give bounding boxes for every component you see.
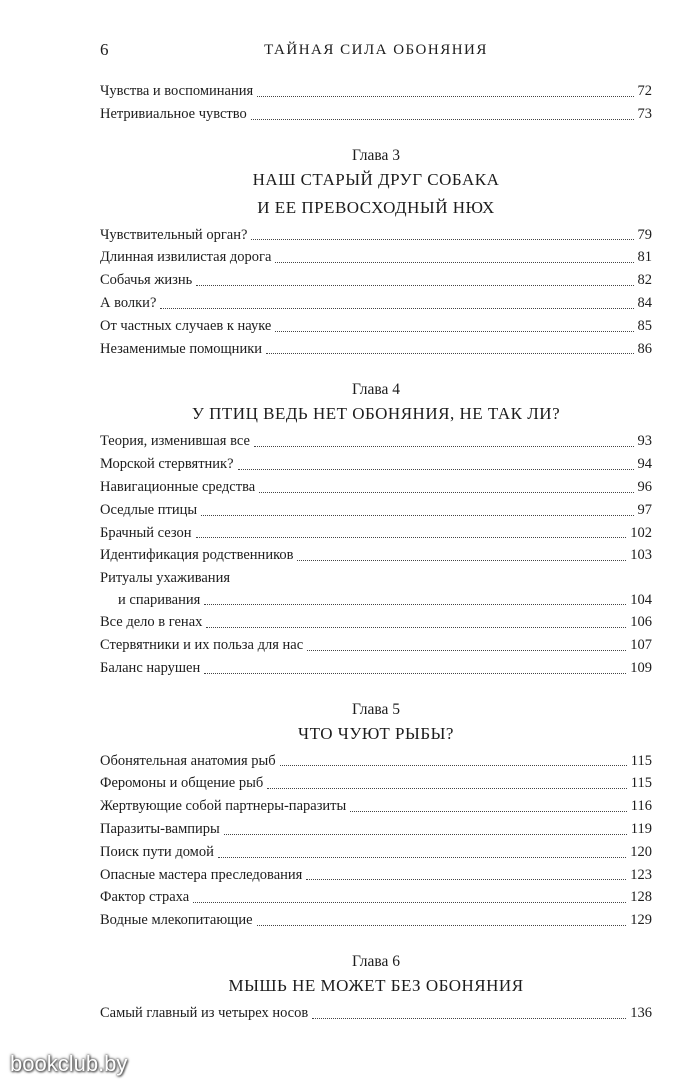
dot-leader <box>275 262 633 263</box>
entry-title: А волки? <box>100 294 157 311</box>
dot-leader <box>251 239 633 240</box>
entry-page: 104 <box>630 592 652 609</box>
entry-page: 107 <box>630 636 652 653</box>
toc-entry <box>100 567 652 611</box>
entry-title: Чувства и воспоминания <box>100 83 254 99</box>
toc-entry <box>100 864 652 887</box>
entry-page: 128 <box>630 889 652 906</box>
entry-title: Незаменимые помощники <box>100 340 263 357</box>
entry-page: 109 <box>630 659 652 676</box>
entry-page: 96 <box>637 478 652 495</box>
toc-entry <box>100 886 652 909</box>
entry-page: 81 <box>637 249 652 266</box>
toc-entry <box>100 246 652 269</box>
entry-title: Собачья жизнь <box>100 272 193 289</box>
chapter-heading <box>100 378 652 426</box>
entry-title: Идентификация родственников <box>100 547 294 564</box>
dot-leader <box>193 902 626 903</box>
toc-entry <box>100 292 652 315</box>
entry-page: 93 <box>637 433 652 450</box>
entry-page: 129 <box>630 912 652 929</box>
toc-entry <box>100 544 652 567</box>
entry-page: 72 <box>637 83 652 99</box>
entry-title: Обонятельная анатомия рыб <box>100 752 276 769</box>
dot-leader <box>257 925 627 926</box>
dot-leader <box>259 492 633 493</box>
toc-entry <box>100 453 652 476</box>
toc-section <box>100 378 652 679</box>
entry-title: Поиск пути домой <box>100 843 214 860</box>
toc-entry <box>100 224 652 247</box>
entry-title: Морской стервятник? <box>100 456 234 473</box>
chapter-heading <box>100 950 652 998</box>
dot-leader <box>206 627 626 628</box>
entry-continuation <box>100 589 652 611</box>
chapter-heading <box>100 144 652 220</box>
toc-entry <box>100 338 652 361</box>
entry-page: 136 <box>630 1004 652 1021</box>
entry-page: 116 <box>630 798 652 815</box>
entry-title: Водные млекопитающие <box>100 912 253 929</box>
entry-page: 120 <box>630 843 652 860</box>
table-of-contents <box>100 80 652 1025</box>
toc-entry <box>100 499 652 522</box>
entry-page: 73 <box>637 105 652 122</box>
toc-entry <box>100 269 652 292</box>
entry-page: 119 <box>630 820 652 837</box>
chapter-title: И ЕЕ ПРЕВОСХОДНЫЙ НЮХ <box>257 197 495 217</box>
dot-leader <box>350 811 627 812</box>
toc-entry <box>100 522 652 545</box>
entry-title: Брачный сезон <box>100 524 192 541</box>
dot-leader <box>267 788 627 789</box>
toc-entry <box>100 795 652 818</box>
dot-leader <box>201 515 633 516</box>
dot-leader <box>266 353 633 354</box>
entry-title: Теория, изменившая все <box>100 433 250 450</box>
entry-page: 103 <box>630 547 652 564</box>
entry-page: 84 <box>637 294 652 311</box>
page-number: 6 <box>100 40 109 59</box>
toc-entry <box>100 909 652 932</box>
entry-title: Чувствительный орган? <box>100 226 248 243</box>
toc-entry <box>100 818 652 841</box>
entry-page: 82 <box>637 272 652 289</box>
dot-leader <box>204 604 626 605</box>
running-title: ТАЙНАЯ СИЛА ОБОНЯНИЯ <box>264 42 488 58</box>
toc-entry <box>100 315 652 338</box>
entry-title: Опасные мастера преследования <box>100 866 303 883</box>
dot-leader <box>306 879 626 880</box>
entry-page: 79 <box>637 226 652 243</box>
entry-title: От частных случаев к науке <box>100 317 272 334</box>
entry-title: Стервятники и их польза для нас <box>100 636 304 653</box>
dot-leader <box>196 285 633 286</box>
toc-entry <box>100 634 652 657</box>
toc-entry <box>100 80 652 103</box>
dot-leader <box>196 537 627 538</box>
toc-section <box>100 950 652 1025</box>
entry-page: 115 <box>630 775 652 792</box>
dot-leader <box>297 560 626 561</box>
dot-leader <box>218 857 626 858</box>
toc-entry <box>100 1002 652 1025</box>
entry-title: Жертвующие собой партнеры-паразиты <box>100 798 347 815</box>
entry-page: 106 <box>630 614 652 631</box>
entry-page: 102 <box>630 524 652 541</box>
toc-entry <box>100 772 652 795</box>
dot-leader <box>160 308 633 309</box>
watermark: bookclub.by <box>10 1051 128 1076</box>
toc-entry <box>100 841 652 864</box>
toc-entry <box>100 103 652 126</box>
toc-entry <box>100 611 652 634</box>
entry-title: Баланс нарушен <box>100 659 201 676</box>
dot-leader <box>254 446 634 447</box>
entry-title: Самый главный из четырех носов <box>100 1004 309 1021</box>
chapter-title: У ПТИЦ ВЕДЬ НЕТ ОБОНЯНИЯ, НЕ ТАК ЛИ? <box>191 404 561 424</box>
dot-leader <box>251 119 634 120</box>
page-header <box>100 40 652 64</box>
chapter-title: ЧТО ЧУЮТ РЫБЫ? <box>298 723 454 743</box>
entry-title: Нетривиальное чувство <box>100 105 247 122</box>
toc-section <box>100 698 652 932</box>
entry-page: 86 <box>637 340 652 357</box>
entry-title: Фактор страха <box>100 889 190 906</box>
entry-title: Феромоны и общение рыб <box>100 775 264 792</box>
toc-section <box>100 144 652 361</box>
entry-title: Навигационные средства <box>100 478 256 495</box>
toc-section <box>100 80 652 126</box>
chapter-number: Глава 5 <box>351 700 401 718</box>
chapter-number: Глава 6 <box>351 952 401 970</box>
dot-leader <box>204 673 626 674</box>
entry-page: 97 <box>637 501 652 518</box>
dot-leader <box>238 469 634 470</box>
entry-title: Оседлые птицы <box>100 501 198 518</box>
entry-title: Паразиты-вампиры <box>100 820 220 837</box>
dot-leader <box>275 331 633 332</box>
entry-title-continued: и спаривания <box>118 592 201 609</box>
dot-leader <box>307 650 626 651</box>
toc-entry <box>100 657 652 680</box>
chapter-title: МЫШЬ НЕ МОЖЕТ БЕЗ ОБОНЯНИЯ <box>228 975 524 995</box>
toc-entry <box>100 430 652 453</box>
toc-entry <box>100 750 652 773</box>
chapter-number: Глава 3 <box>351 146 401 164</box>
entry-page: 85 <box>637 317 652 334</box>
dot-leader <box>224 834 627 835</box>
chapter-title: НАШ СТАРЫЙ ДРУГ СОБАКА <box>252 169 500 189</box>
entry-page: 94 <box>637 456 652 473</box>
chapter-number: Глава 4 <box>351 381 401 399</box>
entry-title: Длинная извилистая дорога <box>100 249 272 266</box>
dot-leader <box>312 1018 626 1019</box>
chapter-heading <box>100 698 652 746</box>
entry-title: Все дело в генах <box>100 614 203 631</box>
toc-entry <box>100 476 652 499</box>
entry-page: 115 <box>630 752 652 769</box>
dot-leader <box>257 96 633 97</box>
dot-leader <box>280 765 627 766</box>
entry-title: Ритуалы ухаживания <box>100 570 230 587</box>
entry-page: 123 <box>630 866 652 883</box>
